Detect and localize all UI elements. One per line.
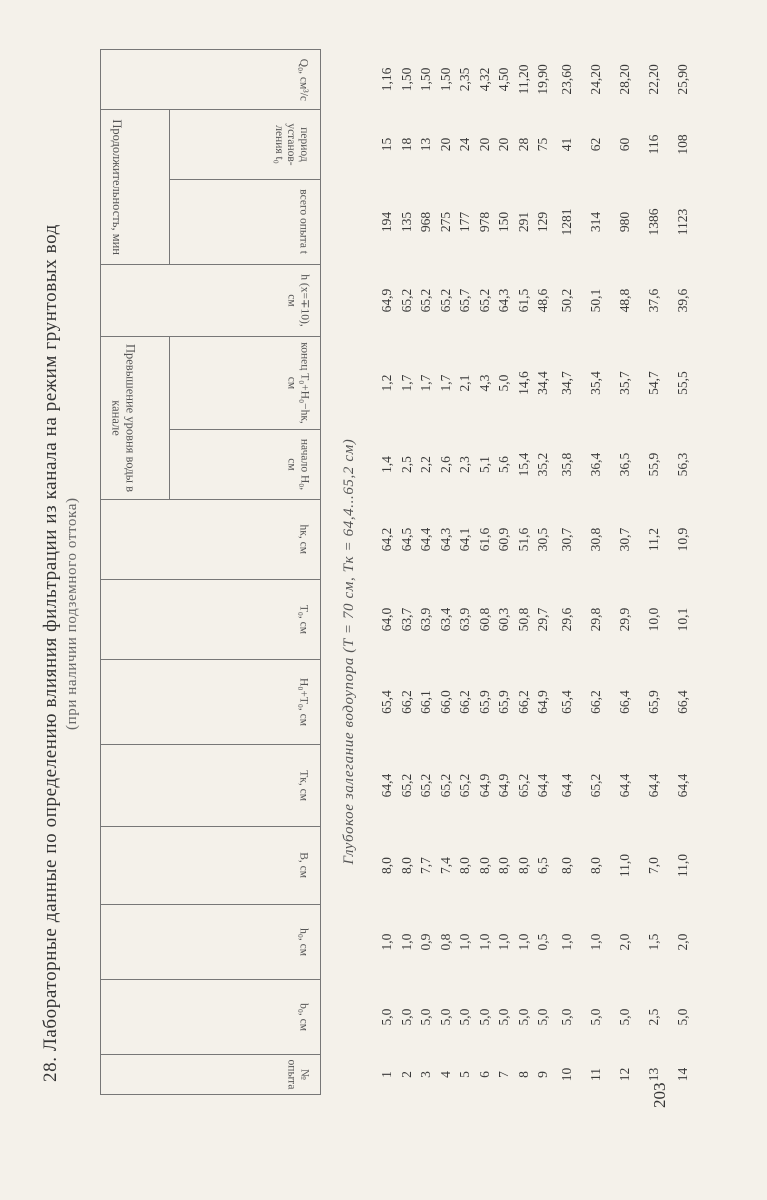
table-cell: 1,0 [398, 933, 414, 951]
table-cell: 24 [457, 137, 472, 152]
table-cell: 65,2 [398, 288, 414, 313]
table-row [377, 49, 397, 1094]
table-cell: 314 [588, 211, 604, 233]
table-cell: 8,0 [457, 857, 472, 874]
table-cell: 9 [535, 1071, 550, 1078]
table-cell: 14,6 [515, 371, 531, 395]
table-row [553, 49, 582, 1094]
table-cell: 55,9 [646, 452, 662, 477]
table-cell: 5,0 [476, 1008, 492, 1026]
header-hk: hк, см [101, 500, 321, 580]
table-cell: 66,4 [675, 690, 691, 714]
table-cell: 1,7 [418, 374, 433, 392]
table-cell: 64,9 [379, 288, 394, 313]
header-start: начало H₀, см [170, 430, 321, 500]
table-cell: 980 [617, 211, 633, 233]
table-cell: 8,0 [496, 857, 511, 874]
table-cell: 108 [675, 134, 691, 155]
table-cell: 66,0 [437, 690, 453, 714]
table-cell: 0,5 [535, 933, 550, 951]
table-cell: 8,0 [398, 857, 414, 874]
table-cell: 20 [437, 137, 453, 152]
header-t-total: всего опыта t [170, 180, 321, 265]
table-row [533, 49, 553, 1094]
table-cell: 5,0 [535, 1008, 550, 1026]
table-cell: 18 [398, 137, 414, 152]
header-T0: T₀, см [101, 580, 321, 660]
table-cell: 60,9 [496, 527, 511, 552]
table-cell: 4,32 [476, 67, 492, 92]
table-row [455, 49, 475, 1094]
table-cell: 60 [617, 137, 633, 152]
table-cell: 8,0 [379, 857, 394, 874]
table-cell: 20 [496, 137, 511, 152]
table-cell: 36,5 [617, 452, 633, 477]
table-cell: 65,9 [496, 690, 511, 714]
table-cell: 64,9 [476, 773, 492, 798]
table-cell: 1,0 [559, 933, 575, 951]
table-cell: 64,3 [437, 527, 453, 552]
header-H0T0: H₀+T₀, см [101, 660, 321, 745]
table-cell: 135 [398, 211, 414, 233]
table-cell: 15,4 [515, 452, 531, 477]
table-cell: 34,7 [559, 371, 575, 395]
table-cell: 65,2 [398, 773, 414, 798]
table-cell: 65,7 [457, 288, 472, 313]
table-cell: 65,2 [457, 773, 472, 798]
table-cell: 11,2 [646, 527, 662, 552]
table-cell: 62 [588, 137, 604, 152]
table-cell: 5,0 [675, 1008, 691, 1026]
table-cell: 1,0 [457, 933, 472, 951]
table-cell: 1 [379, 1071, 394, 1078]
table-cell: 29,7 [535, 607, 550, 632]
table-cell: 15 [379, 137, 394, 152]
table-cell: 64,4 [418, 527, 433, 552]
table-cell: 25,90 [675, 64, 691, 95]
table-cell: 5,0 [418, 1008, 433, 1026]
table-cell: 1,50 [437, 67, 453, 92]
table-cell: 10,9 [675, 527, 691, 552]
table-cell: 63,4 [437, 607, 453, 632]
header-Tk: Tк, см [101, 745, 321, 827]
table-cell: 5,0 [496, 1008, 511, 1026]
table-cell: 34,4 [535, 371, 550, 395]
table-cell: 50,1 [588, 288, 604, 313]
table-cell: 30,7 [617, 527, 633, 552]
table-cell: 10,0 [646, 607, 662, 632]
table-cell: 60,3 [496, 607, 511, 632]
table-cell: 1386 [646, 208, 662, 236]
table-cell: 65,9 [646, 690, 662, 714]
table-row [494, 49, 514, 1094]
table-cell: 5,0 [559, 1008, 575, 1026]
table-cell: 1,4 [379, 456, 394, 473]
table-cell: 1,0 [515, 933, 531, 951]
table-cell: 65,9 [476, 690, 492, 714]
table-cell: 64,3 [496, 288, 511, 313]
table-cell: 19,90 [535, 64, 550, 95]
table-cell: 4,3 [476, 374, 492, 392]
table-cell: 275 [437, 211, 453, 233]
table-cell: 1,5 [646, 933, 662, 951]
table-cell: 8,0 [559, 857, 575, 874]
header-n: № опыта [101, 1055, 321, 1095]
table-cell: 5,1 [476, 456, 492, 473]
table-cell: 978 [476, 211, 492, 233]
table-cell: 1,7 [437, 374, 453, 392]
table-cell: 65,2 [588, 773, 604, 798]
table-cell: 65,2 [418, 773, 433, 798]
table-cell: 63,7 [398, 607, 414, 632]
table-cell: 65,2 [437, 288, 453, 313]
table-cell: 2,6 [437, 456, 453, 473]
table-cell: 65,2 [437, 773, 453, 798]
header-h0: h₀, см [101, 905, 321, 980]
table-cell: 35,7 [617, 371, 633, 395]
table-cell: 28 [515, 137, 531, 152]
table-cell: 29,9 [617, 607, 633, 632]
table-cell: 36,4 [588, 452, 604, 477]
table-cell: 11,0 [675, 853, 691, 878]
table-cell: 5 [457, 1071, 472, 1078]
table-cell: 66,2 [398, 690, 414, 714]
table-cell: 64,9 [496, 773, 511, 798]
table-cell: 64,4 [535, 773, 550, 798]
lab-data-table [100, 49, 698, 1095]
table-cell: 37,6 [646, 288, 662, 313]
table-row [611, 49, 640, 1094]
table-cell: 5,0 [457, 1008, 472, 1026]
table-cell: 5,0 [617, 1008, 633, 1026]
table-cell: 41 [559, 137, 575, 152]
table-cell: 14 [675, 1067, 691, 1082]
table-cell: 2,2 [418, 456, 433, 473]
table-row [416, 49, 436, 1094]
table-cell: 5,0 [588, 1008, 604, 1026]
table-cell: 2 [398, 1071, 414, 1078]
table-cell: 1281 [559, 208, 575, 236]
table-cell: 1,7 [398, 374, 414, 392]
table-header [101, 49, 321, 1094]
table-cell: 64,1 [457, 527, 472, 552]
table-row [397, 49, 417, 1094]
table-cell: 64,9 [535, 690, 550, 714]
table-cell: 1,0 [476, 933, 492, 951]
table-cell: 5,0 [379, 1008, 394, 1026]
table-cell: 35,8 [559, 452, 575, 477]
header-group-excess: Превышение уровня воды в канале [101, 337, 170, 500]
table-cell: 150 [496, 211, 511, 233]
table-cell: 51,6 [515, 527, 531, 552]
table-cell: 56,3 [675, 452, 691, 477]
table-cell: 11 [588, 1068, 604, 1081]
table-row [582, 49, 611, 1094]
table-cell: 8,0 [588, 857, 604, 874]
section-caption: Глубокое залегание водоупора (T = 70 см, Tк = 64,4...65,2 см) [340, 438, 357, 865]
table-cell: 64,2 [379, 527, 394, 552]
header-B: B, см [101, 827, 321, 905]
table-cell: 1,0 [588, 933, 604, 951]
table-cell: 60,8 [476, 607, 492, 632]
table-cell: 6 [476, 1071, 492, 1078]
table-cell: 4 [437, 1071, 453, 1078]
table-cell: 2,5 [398, 456, 414, 473]
header-t0: период установления t₀ [170, 109, 321, 179]
table-cell: 64,4 [379, 773, 394, 798]
table-cell: 63,9 [457, 607, 472, 632]
table-cell: 0,8 [437, 933, 453, 951]
table-cell: 968 [418, 211, 433, 233]
table-cell: 5,0 [398, 1008, 414, 1026]
table-cell: 2,3 [457, 456, 472, 473]
table-row [669, 49, 698, 1094]
table-cell: 2,5 [646, 1008, 662, 1026]
table-cell: 64,4 [617, 773, 633, 798]
table-cell: 64,4 [646, 773, 662, 798]
table-cell: 23,60 [559, 64, 575, 95]
table-subtitle: (при наличии подземного оттока) [64, 497, 80, 730]
table-cell: 61,6 [476, 527, 492, 552]
table-cell: 29,6 [559, 607, 575, 632]
table-cell: 12 [617, 1067, 633, 1082]
table-cell: 11,0 [617, 853, 633, 878]
table-cell: 29,8 [588, 607, 604, 632]
table-cell: 291 [515, 211, 531, 233]
table-cell: 55,5 [675, 371, 691, 395]
table-cell: 30,7 [559, 527, 575, 552]
table-cell: 2,0 [617, 933, 633, 951]
table-cell: 65,2 [515, 773, 531, 798]
table-cell: 1,50 [398, 67, 414, 92]
table-cell: 8 [515, 1071, 531, 1078]
table-cell: 194 [379, 211, 394, 233]
table-cell: 1,2 [379, 374, 394, 392]
table-cell: 50,2 [559, 288, 575, 313]
table-cell: 5,0 [496, 374, 511, 392]
table-cell: 75 [535, 137, 550, 152]
header-group-duration: Продолжительность, мин [101, 109, 170, 264]
header-b0: b₀, см [101, 980, 321, 1055]
table-row [514, 49, 534, 1094]
table-cell: 65,4 [379, 690, 394, 714]
table-cell: 64,0 [379, 607, 394, 632]
table-cell: 2,0 [675, 933, 691, 951]
table-cell: 116 [646, 134, 662, 155]
table-cell: 48,8 [617, 288, 633, 313]
table-cell: 7,4 [437, 857, 453, 874]
table-cell: 22,20 [646, 64, 662, 95]
table-cell: 13 [418, 137, 433, 152]
table-cell: 7 [496, 1071, 511, 1078]
table-cell: 63,9 [418, 607, 433, 632]
table-cell: 2,1 [457, 374, 472, 392]
table-cell: 1123 [675, 208, 691, 236]
table-title: 28. Лабораторные данные по определению влияния фильтрации из канала на режим грунтовых вод [40, 224, 61, 1082]
table-cell: 10 [559, 1067, 575, 1082]
table-cell: 64,4 [559, 773, 575, 798]
table-cell: 11,20 [515, 64, 531, 95]
table-cell: 7,7 [418, 857, 433, 874]
table-cell: 8,0 [476, 857, 492, 874]
table-cell: 1,16 [379, 67, 394, 92]
table-row [436, 49, 456, 1094]
table-cell: 65,2 [476, 288, 492, 313]
table-cell: 7,0 [646, 857, 662, 874]
table-cell: 64,5 [398, 527, 414, 552]
table-cell: 13 [646, 1067, 662, 1082]
table-cell: 65,2 [418, 288, 433, 313]
table-cell: 28,20 [617, 64, 633, 95]
table-cell: 39,6 [675, 288, 691, 313]
table-cell: 66,4 [617, 690, 633, 714]
table-cell: 3 [418, 1071, 433, 1078]
table-cell: 24,20 [588, 64, 604, 95]
header-end: конец T₀+H₀−hк, см [170, 337, 321, 430]
table-cell: 66,1 [418, 690, 433, 714]
table-cell: 1,50 [418, 67, 433, 92]
table-cell: 64,4 [675, 773, 691, 798]
table-cell: 1,0 [496, 933, 511, 951]
table-cell: 5,0 [515, 1008, 531, 1026]
table-cell: 4,50 [496, 67, 511, 92]
table-cell: 1,0 [379, 933, 394, 951]
table-cell: 35,4 [588, 371, 604, 395]
table-row [475, 49, 495, 1094]
table-cell: 10,1 [675, 607, 691, 632]
table-cell: 48,6 [535, 288, 550, 313]
table-cell: 66,2 [457, 690, 472, 714]
table-cell: 35,2 [535, 452, 550, 477]
table-cell: 20 [476, 137, 492, 152]
table-cell: 61,5 [515, 288, 531, 313]
table-cell: 30,5 [535, 527, 550, 552]
table-cell: 66,2 [515, 690, 531, 714]
table-cell: 65,4 [559, 690, 575, 714]
table-cell: 0,9 [418, 933, 433, 951]
table-cell: 2,35 [457, 67, 472, 92]
table-cell: 66,2 [588, 690, 604, 714]
table-cell: 5,0 [437, 1008, 453, 1026]
table-body [321, 49, 698, 1094]
table-cell: 30,8 [588, 527, 604, 552]
table-cell: 50,8 [515, 607, 531, 632]
table-cell: 6,5 [535, 857, 550, 874]
table-cell: 177 [457, 211, 472, 233]
table-cell: 54,7 [646, 371, 662, 395]
page-number: 203 [650, 1082, 669, 1108]
table-row [640, 49, 669, 1094]
table-cell: 129 [535, 211, 550, 233]
table-cell: 8,0 [515, 857, 531, 874]
table-cell: 5,6 [496, 456, 511, 473]
header-h: h (x=∓10), см [101, 265, 321, 337]
header-Q0: Q₀, см³/с [101, 49, 321, 109]
